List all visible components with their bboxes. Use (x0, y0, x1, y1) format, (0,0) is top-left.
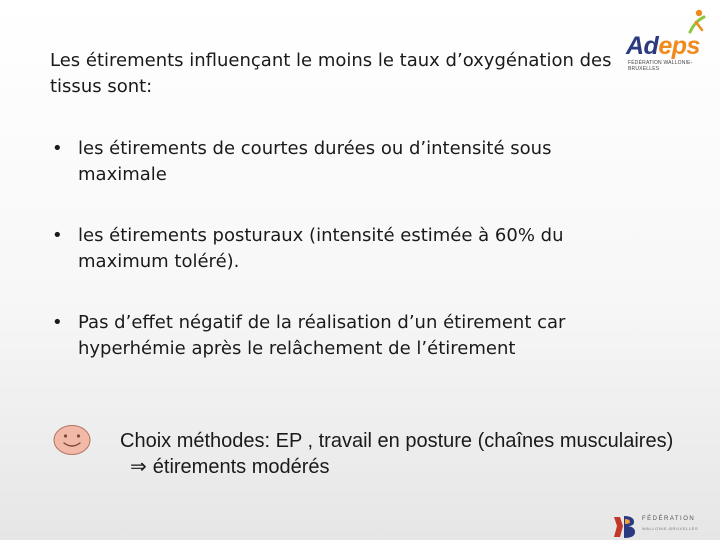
bullet-item (50, 310, 620, 362)
adeps-subtitle: FÉDÉRATION WALLONIE-BRUXELLES (628, 60, 693, 72)
bullet-text: les étirements de courtes durées ou d’intensité sous maximale (78, 138, 552, 185)
conclusion-result: étirements modérés (152, 456, 330, 478)
adeps-wordmark (626, 32, 700, 61)
adeps-logo (624, 8, 708, 70)
bullet-text: les étirements posturaux (intensité estimée à 60% du maximum toléré). (78, 225, 564, 272)
federation-name: FÉDÉRATION (642, 516, 696, 522)
federation-logo (610, 512, 720, 540)
smiley-face-icon (52, 424, 92, 456)
implies-arrow-icon: ⇒ (130, 456, 147, 478)
federation-subtitle: WALLONIE-BRUXELLES (642, 526, 699, 531)
bullet-symbol: • (52, 138, 63, 159)
bullet-item (50, 223, 620, 275)
federation-emblem-icon (612, 513, 636, 539)
conclusion-methods: Choix méthodes: EP , travail en posture (chaînes musculaires) (120, 430, 674, 452)
adeps-word-accent: eps (658, 32, 700, 60)
conclusion-text (120, 428, 680, 480)
bullet-item (50, 136, 620, 188)
intro-text: Les étirements influençant le moins le taux d’oxygénation des tissus sont: (50, 50, 612, 97)
bullet-text: Pas d’effet négatif de la réalisation d’un étirement car hyperhémie après le relâchement de l’étirement (78, 312, 566, 359)
bullet-symbol: • (52, 312, 63, 333)
bullet-symbol: • (52, 225, 63, 246)
bullet-list (50, 136, 620, 362)
adeps-word-main: Ad (626, 32, 659, 60)
